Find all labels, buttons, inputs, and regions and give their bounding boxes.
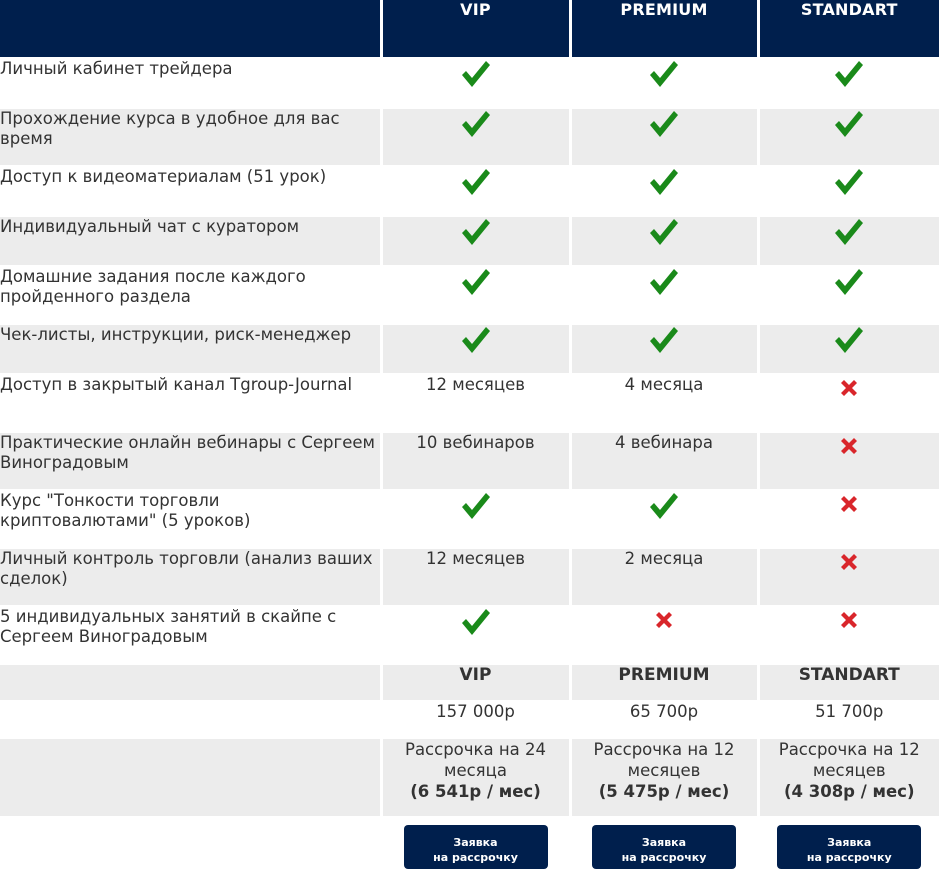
feature-row bbox=[0, 58, 939, 108]
feature-row bbox=[0, 108, 939, 166]
check-icon bbox=[460, 506, 492, 525]
feature-rows bbox=[0, 58, 939, 664]
installment-vip bbox=[381, 738, 570, 817]
check-icon bbox=[648, 282, 680, 301]
feature-cell-standart bbox=[758, 432, 939, 490]
check-icon bbox=[648, 124, 680, 143]
button-label-line2: на рассрочку bbox=[433, 851, 518, 864]
check-icon bbox=[833, 232, 865, 251]
feature-cell-premium bbox=[570, 166, 758, 216]
feature-value-premium: 4 вебинара bbox=[570, 432, 758, 490]
price-vip: 157 000р bbox=[381, 701, 570, 738]
feature-row bbox=[0, 216, 939, 266]
feature-cell-vip bbox=[381, 606, 570, 664]
feature-cell-premium bbox=[570, 266, 758, 324]
plan-name-standart: STANDART bbox=[758, 664, 939, 701]
feature-cell-vip bbox=[381, 324, 570, 374]
feature-cell-vip bbox=[381, 490, 570, 548]
check-icon bbox=[833, 74, 865, 93]
feature-label: Курс "Тонкости торговли криптовалютами" (5 уроков) bbox=[0, 490, 381, 548]
installment-amount: (5 475р / мес) bbox=[598, 782, 730, 801]
installment-text: Рассрочка на 12 месяцев bbox=[778, 740, 920, 780]
button-corner bbox=[0, 817, 381, 879]
feature-value-premium: 2 месяца bbox=[570, 548, 758, 606]
installment-standart bbox=[758, 738, 939, 817]
feature-cell-standart bbox=[758, 606, 939, 664]
header-corner bbox=[0, 0, 381, 58]
feature-cell-standart bbox=[758, 166, 939, 216]
check-icon bbox=[460, 74, 492, 93]
installment-amount: (4 308р / мес) bbox=[783, 782, 915, 801]
check-icon bbox=[648, 182, 680, 201]
check-icon bbox=[648, 232, 680, 251]
feature-cell-standart bbox=[758, 374, 939, 432]
installment-corner bbox=[0, 738, 381, 817]
feature-row bbox=[0, 374, 939, 432]
feature-cell-vip bbox=[381, 58, 570, 108]
check-icon bbox=[460, 340, 492, 359]
button-label-line1: Заявка bbox=[641, 836, 687, 849]
feature-cell-premium bbox=[570, 324, 758, 374]
feature-label: Личный кабинет трейдера bbox=[0, 58, 381, 108]
apply-installment-button-premium[interactable] bbox=[592, 825, 736, 869]
cross-icon bbox=[653, 616, 675, 635]
check-icon bbox=[460, 124, 492, 143]
feature-label: Доступ в закрытый канал Tgroup-Journal bbox=[0, 374, 381, 432]
feature-cell-standart bbox=[758, 266, 939, 324]
feature-value-vip: 10 вебинаров bbox=[381, 432, 570, 490]
feature-row bbox=[0, 266, 939, 324]
installment-amount: (6 541р / мес) bbox=[410, 782, 541, 801]
feature-cell-premium bbox=[570, 108, 758, 166]
cross-icon bbox=[838, 384, 860, 403]
feature-cell-standart bbox=[758, 108, 939, 166]
check-icon bbox=[648, 74, 680, 93]
feature-label: Домашние задания после каждого пройденного раздела bbox=[0, 266, 381, 324]
button-label-line1: Заявка bbox=[453, 836, 498, 849]
feature-cell-standart bbox=[758, 324, 939, 374]
plan-name-premium: PREMIUM bbox=[570, 664, 758, 701]
feature-value-premium: 4 месяца bbox=[570, 374, 758, 432]
feature-value-vip: 12 месяцев bbox=[381, 548, 570, 606]
feature-cell-premium bbox=[570, 216, 758, 266]
price-row bbox=[0, 701, 939, 738]
button-cell-premium bbox=[570, 817, 758, 879]
button-row bbox=[0, 817, 939, 879]
feature-label: Доступ к видеоматериалам (51 урок) bbox=[0, 166, 381, 216]
check-icon bbox=[833, 340, 865, 359]
plan-name-corner bbox=[0, 664, 381, 701]
plan-name-vip: VIP bbox=[381, 664, 570, 701]
check-icon bbox=[460, 232, 492, 251]
price-standart: 51 700р bbox=[758, 701, 939, 738]
feature-cell-vip bbox=[381, 216, 570, 266]
feature-cell-standart bbox=[758, 58, 939, 108]
feature-cell-premium bbox=[570, 58, 758, 108]
cross-icon bbox=[838, 558, 860, 577]
feature-label: 5 индивидуальных занятий в скайпе с Сергеем Виноградовым bbox=[0, 606, 381, 664]
header-row bbox=[0, 0, 939, 58]
check-icon bbox=[833, 182, 865, 201]
installment-premium bbox=[570, 738, 758, 817]
feature-row bbox=[0, 548, 939, 606]
button-label-line2: на рассрочку bbox=[621, 851, 707, 864]
feature-label: Практические онлайн вебинары с Сергеем Виноградовым bbox=[0, 432, 381, 490]
check-icon bbox=[648, 340, 680, 359]
feature-value-vip: 12 месяцев bbox=[381, 374, 570, 432]
check-icon bbox=[833, 282, 865, 301]
feature-label: Чек-листы, инструкции, риск-менеджер bbox=[0, 324, 381, 374]
feature-cell-standart bbox=[758, 216, 939, 266]
apply-installment-button-vip[interactable] bbox=[404, 825, 548, 869]
header-plan-standart: STANDART bbox=[758, 0, 939, 58]
feature-label: Личный контроль торговли (анализ ваших сделок) bbox=[0, 548, 381, 606]
feature-cell-vip bbox=[381, 108, 570, 166]
feature-row bbox=[0, 324, 939, 374]
feature-cell-standart bbox=[758, 548, 939, 606]
button-label-line1: Заявка bbox=[827, 836, 872, 849]
check-icon bbox=[648, 506, 680, 525]
installment-row bbox=[0, 738, 939, 817]
check-icon bbox=[833, 124, 865, 143]
check-icon bbox=[460, 282, 492, 301]
cross-icon bbox=[838, 442, 860, 461]
header-plan-premium: PREMIUM bbox=[570, 0, 758, 58]
installment-text: Рассрочка на 24 месяца bbox=[405, 740, 546, 780]
feature-row bbox=[0, 606, 939, 664]
button-cell-vip bbox=[381, 817, 570, 879]
button-cell-standart bbox=[758, 817, 939, 879]
check-icon bbox=[460, 622, 492, 641]
summary-rows bbox=[0, 664, 939, 879]
price-corner bbox=[0, 701, 381, 738]
check-icon bbox=[460, 182, 492, 201]
feature-cell-vip bbox=[381, 166, 570, 216]
feature-row bbox=[0, 166, 939, 216]
cross-icon bbox=[838, 500, 860, 519]
installment-text: Рассрочка на 12 месяцев bbox=[593, 740, 735, 780]
feature-cell-vip bbox=[381, 266, 570, 324]
feature-label: Прохождение курса в удобное для вас время bbox=[0, 108, 381, 166]
header-plan-vip: VIP bbox=[381, 0, 570, 58]
price-premium: 65 700р bbox=[570, 701, 758, 738]
feature-row bbox=[0, 490, 939, 548]
feature-label: Индивидуальный чат с куратором bbox=[0, 216, 381, 266]
feature-cell-premium bbox=[570, 606, 758, 664]
feature-cell-premium bbox=[570, 490, 758, 548]
apply-installment-button-standart[interactable] bbox=[777, 825, 921, 869]
plan-name-row bbox=[0, 664, 939, 701]
cross-icon bbox=[838, 616, 860, 635]
button-label-line2: на рассрочку bbox=[806, 851, 892, 864]
feature-cell-standart bbox=[758, 490, 939, 548]
feature-row bbox=[0, 432, 939, 490]
